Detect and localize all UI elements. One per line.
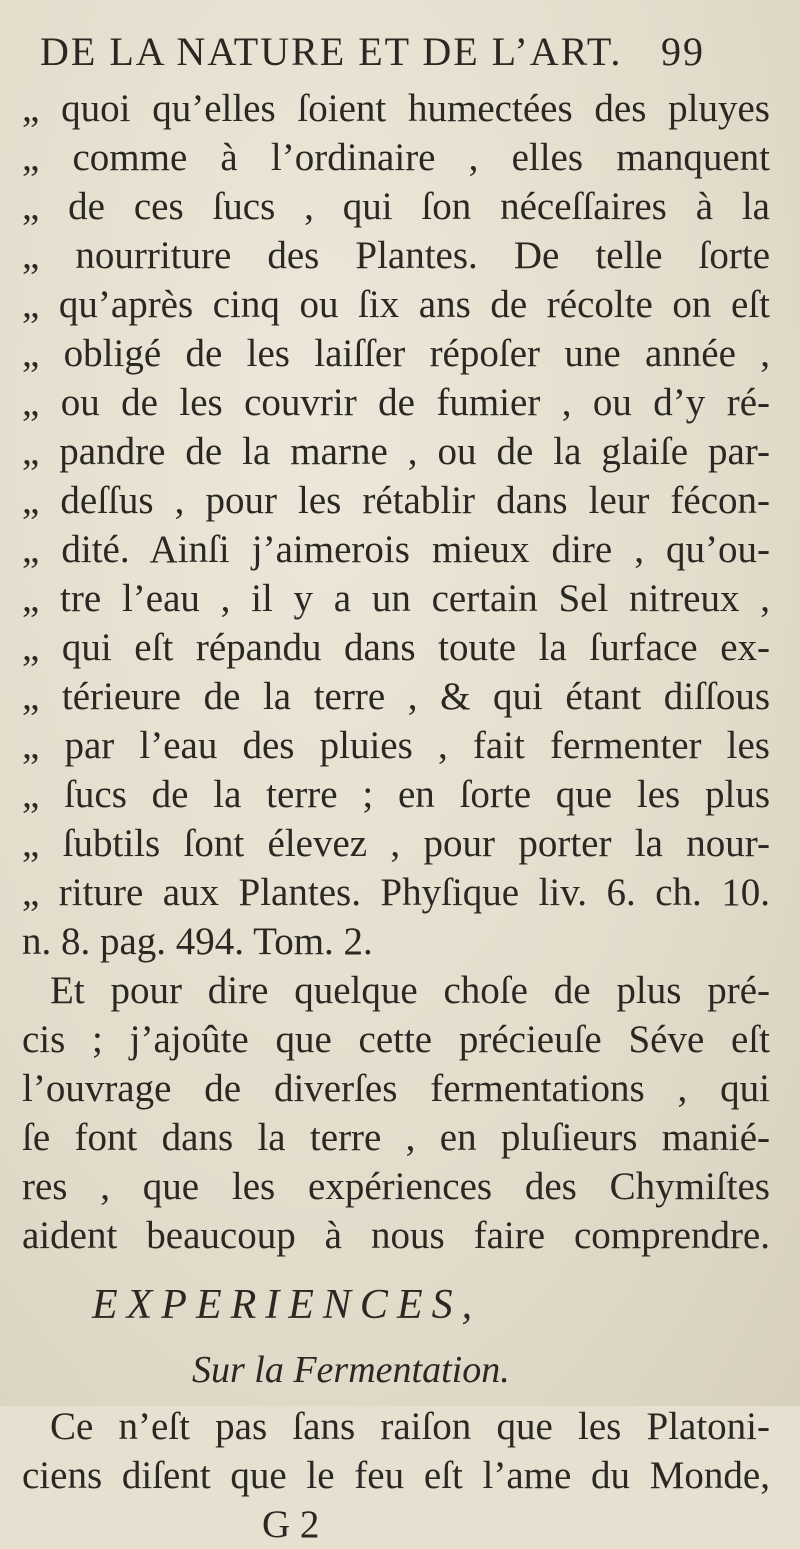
text-line: „ quoi qu’elles ſoient humectées des pluyes — [22, 87, 770, 130]
page-text — [22, 84, 770, 1549]
text-line: „ ou de les couvrir de fumier , ou d’y ré- — [22, 381, 770, 424]
text-line: „ obligé de les laiſſer répoſer une année , — [22, 332, 770, 375]
text-line: ciens diſent que le feu eſt l’ame du Monde, — [22, 1454, 770, 1497]
page-number: 99 — [661, 29, 705, 74]
text-line: „ comme à l’ordinaire , elles manquent — [22, 136, 770, 179]
section-subheading: Sur la Fermentation. — [192, 1349, 510, 1391]
text-line: „ ſucs de la terre ; en ſorte que les plus — [22, 773, 770, 816]
text-line: Ce n’eſt pas ſans raiſon que les Platoni- — [50, 1405, 770, 1448]
text-line: „ ſubtils ſont élevez , pour porter la nour- — [22, 822, 770, 865]
text-line: „ qu’après cinq ou ſix ans de récolte on eſt — [22, 283, 770, 326]
text-line: „ pandre de la marne , ou de la glaiſe par- — [22, 430, 770, 473]
text-line: „ deſſus , pour les rétablir dans leur fécon- — [22, 479, 770, 522]
text-line: „ par l’eau des pluies , fait fermenter les — [22, 724, 770, 767]
text-line: aident beaucoup à nous faire comprendre. — [22, 1214, 770, 1257]
text-line: „ riture aux Plantes. Phyſique liv. 6. ch. 10. — [22, 871, 770, 914]
text-line: n. 8. pag. 494. Tom. 2. — [22, 920, 373, 963]
text-line: l’ouvrage de diverſes fermentations , qui — [22, 1067, 770, 1110]
text-line: „ nourriture des Plantes. De telle ſorte — [22, 234, 770, 277]
text-line: „ qui eſt répandu dans toute la ſurface ex- — [22, 626, 770, 669]
text-line: „ dité. Ainſi j’aimerois mieux dire , qu’ou- — [22, 528, 770, 571]
text-line: „ térieure de la terre , & qui étant diſſous — [22, 675, 770, 718]
text-line: cis ; j’ajoûte que cette précieuſe Séve eſt — [22, 1018, 770, 1061]
text-line: „ de ces ſucs , qui ſon néceſſaires à la — [22, 185, 770, 228]
signature-mark: G 2 — [262, 1503, 320, 1546]
text-line: „ tre l’eau , il y a un certain Sel nitreux , — [22, 577, 770, 620]
running-header — [0, 28, 800, 75]
section-heading: EXPERIENCES, — [92, 1282, 482, 1328]
text-line: ſe font dans la terre , en pluſieurs manié- — [22, 1116, 770, 1159]
text-line: Et pour dire quelque choſe de plus pré- — [50, 969, 770, 1012]
header-title: DE LA NATURE ET DE L’ART. — [40, 29, 623, 74]
text-line: res , que les expériences des Chymiſtes — [22, 1165, 770, 1208]
